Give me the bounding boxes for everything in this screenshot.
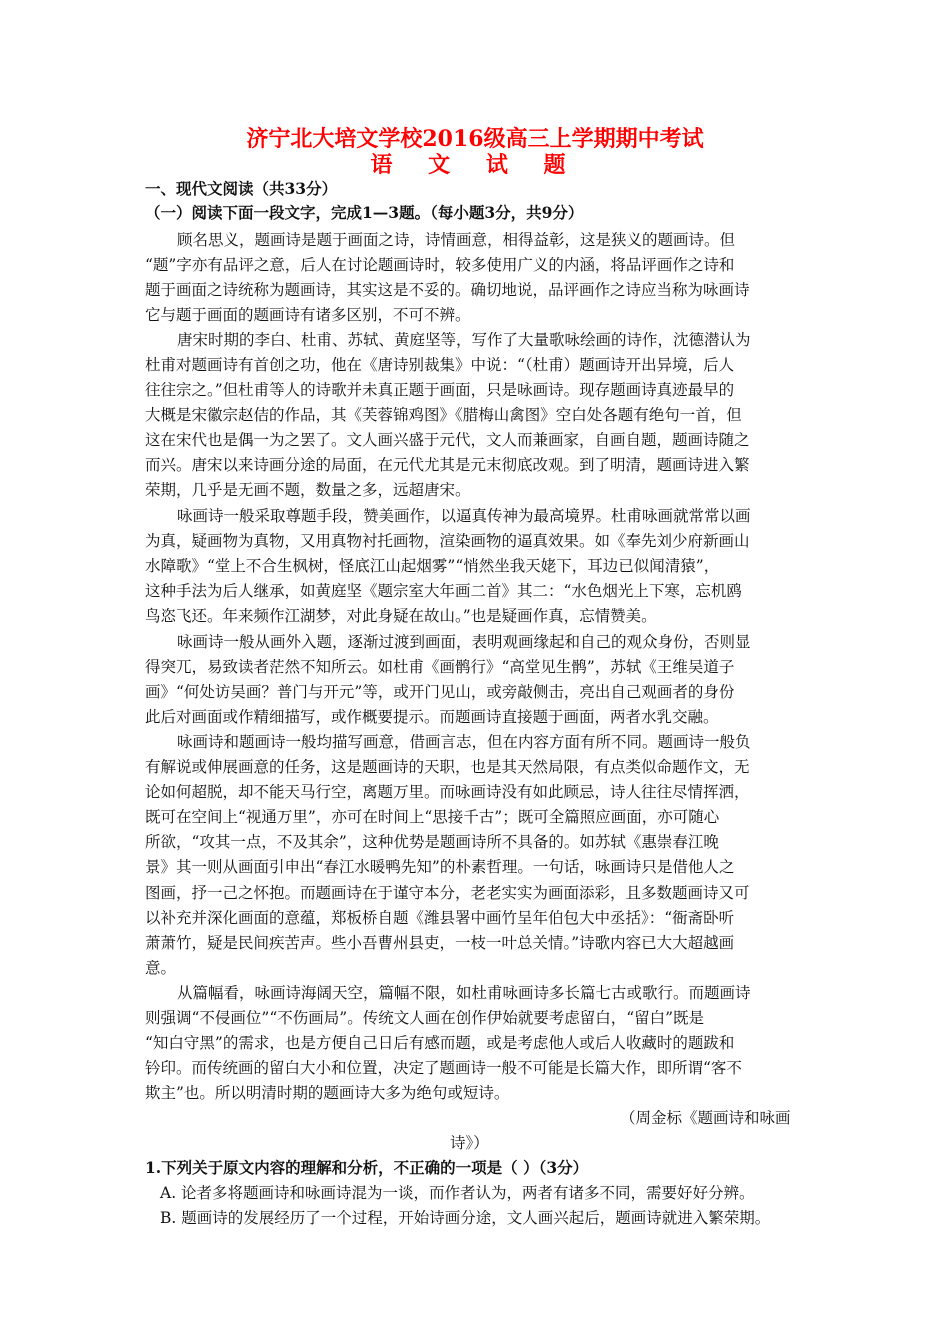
passage-line: 咏画诗一般采取尊题手段，赞美画作，以逼真传神为最高境界。杜甫咏画就常常以画 xyxy=(177,507,751,525)
section-heading: 一、现代文阅读（共33分） xyxy=(145,179,338,198)
passage-line: “知白守黑”的需求，也是方便自己日后有感而题，或是考虑他人或后人收藏时的题跋和 xyxy=(145,1034,735,1052)
passage-line: 图画，抒一己之怀抱。而题画诗在于谨守本分，老老实实为画面添彩，且多数题画诗又可 xyxy=(145,884,750,902)
passage-line: 杜甫对题画诗有首创之功，他在《唐诗别裁集》中说：“（杜甫）题画诗开出异境，后人 xyxy=(145,356,735,374)
passage-line: 得突兀，易致读者茫然不知所云。如杜甫《画鹘行》“高堂见生鹘”，苏轼《王维吴道子 xyxy=(145,658,735,676)
passage-line: 钤印。而传统画的留白大小和位置，决定了题画诗一般不可能是长篇大作，即所谓“客不 xyxy=(145,1059,742,1077)
passage-line: 则强调“不侵画位”“不伤画局”。传统文人画在创作伊始就要考虑留白，“留白”既是 xyxy=(145,1009,705,1027)
passage-line: 唐宋时期的李白、杜甫、苏轼、黄庭坚等，写作了大量歌咏绘画的诗作，沈德潜认为 xyxy=(177,331,751,349)
passage-line: 有解说或伸展画意的任务，这是题画诗的天职，也是其天然局限，有点类似命题作文，无 xyxy=(145,758,750,776)
passage-line: “题”字亦有品评之意，后人在讨论题画诗时，较多使用广义的内涵，将品评画作之诗和 xyxy=(145,256,735,274)
passage-line: 此后对画面或作精细描写，或作概要提示。而题画诗直接题于画面，两者水乳交融。 xyxy=(145,708,719,726)
passage-line: 欺主”也。所以明清时期的题画诗大多为绝句或短诗。 xyxy=(145,1084,510,1102)
source-citation: （周金标《题画诗和咏画 xyxy=(620,1109,791,1127)
passage-line: 景》其一则从画面引申出“春江水暖鸭先知”的朴素哲理。一句话，咏画诗只是借他人之 xyxy=(145,858,735,876)
passage-line: 题于画面之诗统称为题画诗，其实这是不妥的。确切地说，品评画作之诗应当称为咏画诗 xyxy=(145,281,750,299)
passage-line: 这种手法为后人继承，如黄庭坚《题宗室大年画二首》其二：“水色烟光上下寒，忘机鸥 xyxy=(145,582,742,600)
exam-subtitle: 语 文 试 题 xyxy=(370,152,580,178)
passage-line: 荣期，几乎是无画不题，数量之多，远超唐宋。 xyxy=(145,481,471,499)
question-1-stem: 1.下列关于原文内容的理解和分析，不正确的一项是（ ）（3分） xyxy=(145,1158,589,1177)
passage-line: 顾名思义，题画诗是题于画面之诗，诗情画意，相得益彰，这是狭义的题画诗。但 xyxy=(177,231,736,249)
passage-line: 这在宋代也是偶一为之罢了。文人画兴盛于元代，文人而兼画家，自画自题，题画诗随之 xyxy=(145,431,750,449)
passage-line: 大概是宋徽宗赵佶的作品，其《芙蓉锦鸡图》《腊梅山禽图》空白处各题有绝句一首，但 xyxy=(145,406,742,424)
passage-line: 水障歌》“堂上不合生枫树，怪底江山起烟雾”“悄然坐我天姥下，耳边已似闻清猿”， xyxy=(145,557,720,575)
passage-line: 既可在空间上“视通万里”，亦可在时间上“思接千古”；既可全篇照应画面，亦可随心 xyxy=(145,808,720,826)
passage-line: 鸟恣飞还。年来频作江湖梦，对此身疑在故山。”也是疑画作真，忘情赞美。 xyxy=(145,607,657,625)
question-1-option-b[interactable]: B. 题画诗的发展经历了一个过程，开始诗画分途，文人画兴起后，题画诗就进入繁荣期。 xyxy=(160,1209,771,1227)
question-1-option-a[interactable]: A. 论者多将题画诗和咏画诗混为一谈，而作者认为，两者有诸多不同，需要好好分辨。 xyxy=(160,1184,755,1202)
passage-line: 以补充并深化画面的意蕴，郑板桥自题《潍县署中画竹呈年伯包大中丞括》：“衙斋卧听 xyxy=(145,909,735,927)
exam-title: 济宁北大培文学校2016级高三上学期期中考试 xyxy=(246,126,704,152)
passage-line: 咏画诗一般从画外入题，逐渐过渡到画面，表明观画缘起和自己的观众身份，否则显 xyxy=(177,633,751,651)
passage-line: 论如何超脱，却不能天马行空，离题万里。而咏画诗没有如此顾忌，诗人往往尽情挥洒， xyxy=(145,783,750,801)
passage-line: 为真，疑画物为真物，又用真物衬托画物，渲染画物的逼真效果。如《奉先刘少府新画山 xyxy=(145,532,750,550)
passage-line: 意。 xyxy=(145,959,177,977)
passage-line: 往往宗之。”但杜甫等人的诗歌并未真正题于画面，只是咏画诗。现存题画诗真迹最早的 xyxy=(145,381,735,399)
passage-line: 咏画诗和题画诗一般均描写画意，借画言志，但在内容方面有所不同。题画诗一般负 xyxy=(177,733,751,751)
passage-line: 而兴。唐宋以来诗画分途的局面，在元代尤其是元末彻底改观。到了明清，题画诗进入繁 xyxy=(145,456,750,474)
passage-line: 所欲，“攻其一点，不及其余”，这种优势是题画诗所不具备的。如苏轼《惠崇春江晚 xyxy=(145,833,719,851)
passage-line: 它与题于画面的题画诗有诸多区别，不可不辨。 xyxy=(145,306,471,324)
passage-line: 萧萧竹，疑是民间疾苦声。些小吾曹州县吏，一枝一叶总关情。”诗歌内容已大大超越画 xyxy=(145,934,735,952)
source-citation-cont: 诗》） xyxy=(450,1134,489,1152)
passage-line: 从篇幅看，咏画诗海阔天空，篇幅不限，如杜甫咏画诗多长篇七古或歌行。而题画诗 xyxy=(177,984,751,1002)
reading-instruction: （一）阅读下面一段文字，完成1—3题。（每小题3分，共9分） xyxy=(145,203,584,222)
passage-line: 画》“何处访吴画？普门与开元”等，或开门见山，或旁敲侧击，亮出自己观画者的身份 xyxy=(145,683,735,701)
